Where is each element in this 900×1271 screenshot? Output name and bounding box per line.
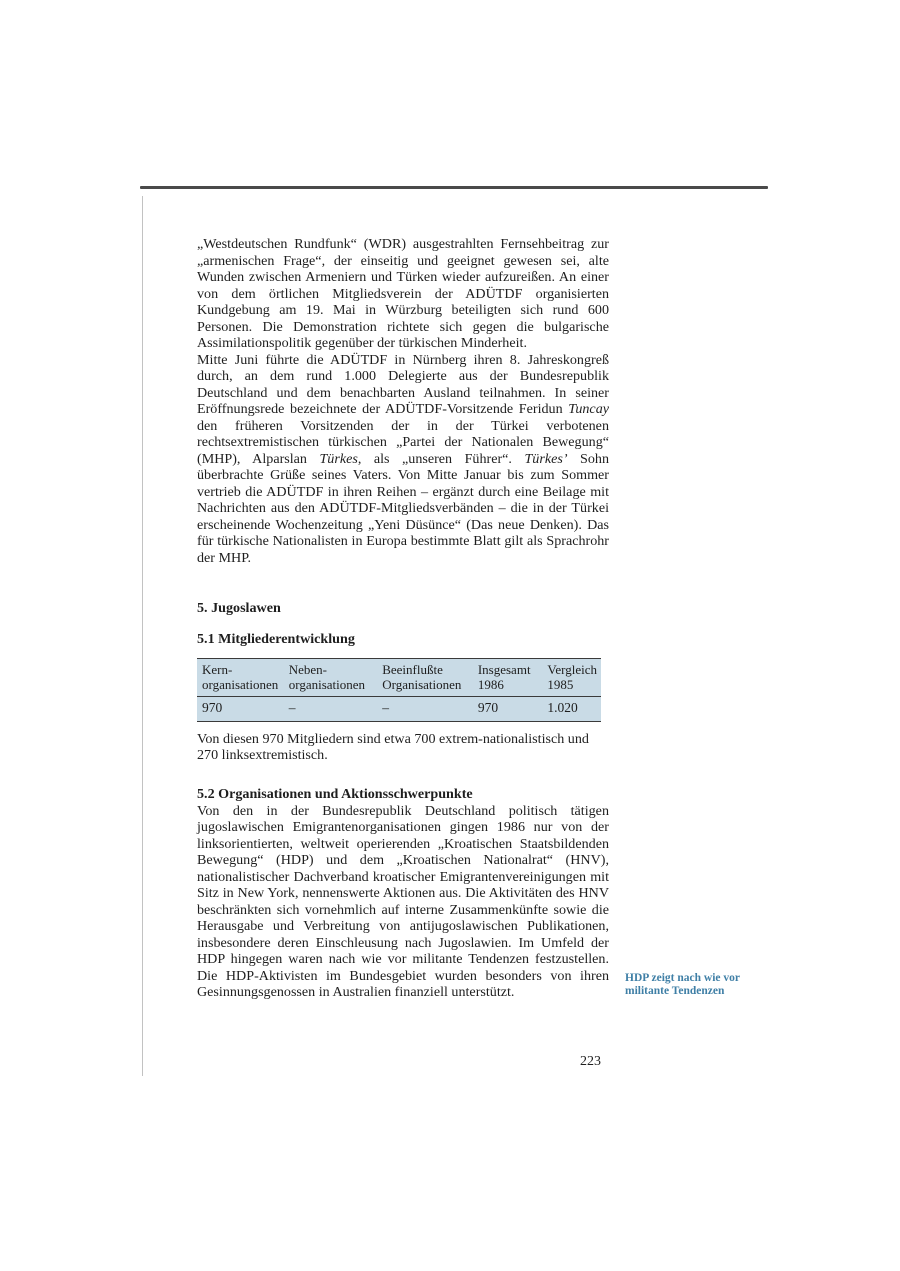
header-text: Kern- organisationen [202, 662, 279, 692]
congress-paragraph [197, 352, 609, 567]
header-text: Vergleich 1985 [547, 662, 597, 692]
membership-table [197, 658, 601, 722]
table-cell: 970 [473, 697, 543, 722]
table-header-cell [377, 659, 473, 697]
name-italic: Türkes’ [524, 450, 568, 467]
table-header-cell [542, 659, 601, 697]
header-text: Neben- organisationen [288, 662, 366, 692]
table-header-cell [473, 659, 543, 697]
table-cell: 1.020 [542, 697, 601, 722]
name-italic: Türkes [319, 450, 358, 467]
page-number: 223 [580, 1054, 601, 1069]
header-text: Insgesamt 1986 [477, 662, 531, 692]
table-header-cell [197, 659, 284, 697]
table-cell: – [284, 697, 377, 722]
text-span: Mitte Juni führte die ADÜTDF in Nürnberg ihren 8. Jahreskongreß durch, an dem rund 1.000 Delegierte aus der Bundesrepublik Deutschland und dem benachbarten Ausland teilnahmen. In seiner Eröffnungsrede bezeichnete der ADÜTDF-Vorsitzende Feridun [197, 351, 609, 417]
text-column [197, 236, 609, 1001]
section-heading: 5. Jugoslawen [197, 600, 281, 616]
top-rule [140, 186, 768, 189]
table-cell: 970 [197, 697, 284, 722]
table-cell: – [377, 697, 473, 722]
table-row [197, 697, 601, 722]
organisations-paragraph: Von den in der Bundesrepublik Deutschland politisch tätigen jugoslawischen Emigrantenorganisationen gingen 1986 nur von der linksorientierten, weltweit operierenden „Kroatischen Staatsbildenden Bewegung“ (HDP) und dem „Kroatischen Nationalrat“ (HNV), nationalistischer Dachverband kroatischer Emigrantenvereinigungen mit Sitz in New York, nennenswerte Aktionen aus. Die Aktivitäten des HNV beschränkten sich vornehmlich auf interne Zusammenkünfte sowie die Herausgabe und Verbreitung von antijugoslawischen Publikationen, insbesondere deren Einschleusung nach Jugoslawien. Im Umfeld der HDP hingegen waren nach wie vor militante Tendenzen festzustellen. Die HDP-Aktivisten im Bundesgebiet wurden besonders von ihren Gesinnungsgenossen in Australien finanziell unterstützt. [197, 802, 609, 1000]
subsection-heading-organisations: 5.2 Organisationen und Aktionsschwerpunkte [197, 785, 473, 802]
left-rule [142, 196, 143, 1076]
subsection-heading-members: 5.1 Mitgliederentwicklung [197, 631, 355, 647]
text-span: den früheren Vorsitzenden der in der Türkei verbotenen rechtsextremistischen türkischen „Partei der Nationalen Bewegung“ (MHP), Alparslan [197, 417, 609, 467]
text-span: , als „unseren Führer“. [357, 450, 525, 467]
table-header-row [197, 659, 601, 697]
margin-note: HDP zeigt nach wie vor militante Tendenzen [625, 972, 740, 997]
name-italic: Tuncay [568, 401, 609, 417]
membership-note: Von diesen 970 Mitgliedern sind etwa 700 extrem-nationalistisch und 270 linksextremistisch. [197, 730, 589, 763]
text-span: Sohn überbrachte Grüße seines Vaters. Von Mitte Januar bis zum Sommer vertrieb die ADÜTDF in ihren Reihen – ergänzt durch eine Beilage mit Nachrichten aus den ADÜTDF-Mitgliedsverbänden – die in der Türkei erscheinende Wochenzeitung „Yeni Düsünce“ (Das neue Denken). Das für türkische Nationalisten in Europa bestimmte Blatt gilt als Sprachrohr der MHP. [197, 450, 609, 566]
intro-paragraph: „Westdeutschen Rundfunk“ (WDR) ausgestrahlten Fernsehbeitrag zur „armenischen Frage“, der einseitig und geeignet gewesen sei, alte Wunden zwischen Armeniern und Türken wieder aufzureißen. An einer von dem örtlichen Mitgliedsverein der ADÜTDF organisierten Kundgebung am 19. Mai in Würzburg beteiligten sich rund 600 Personen. Die Demonstration richtete sich gegen die bulgarische Assimilationspolitik gegenüber der türkischen Minderheit. [197, 236, 609, 351]
table-header-cell [284, 659, 377, 697]
header-text: Beeinflußte Organisationen [382, 662, 462, 692]
